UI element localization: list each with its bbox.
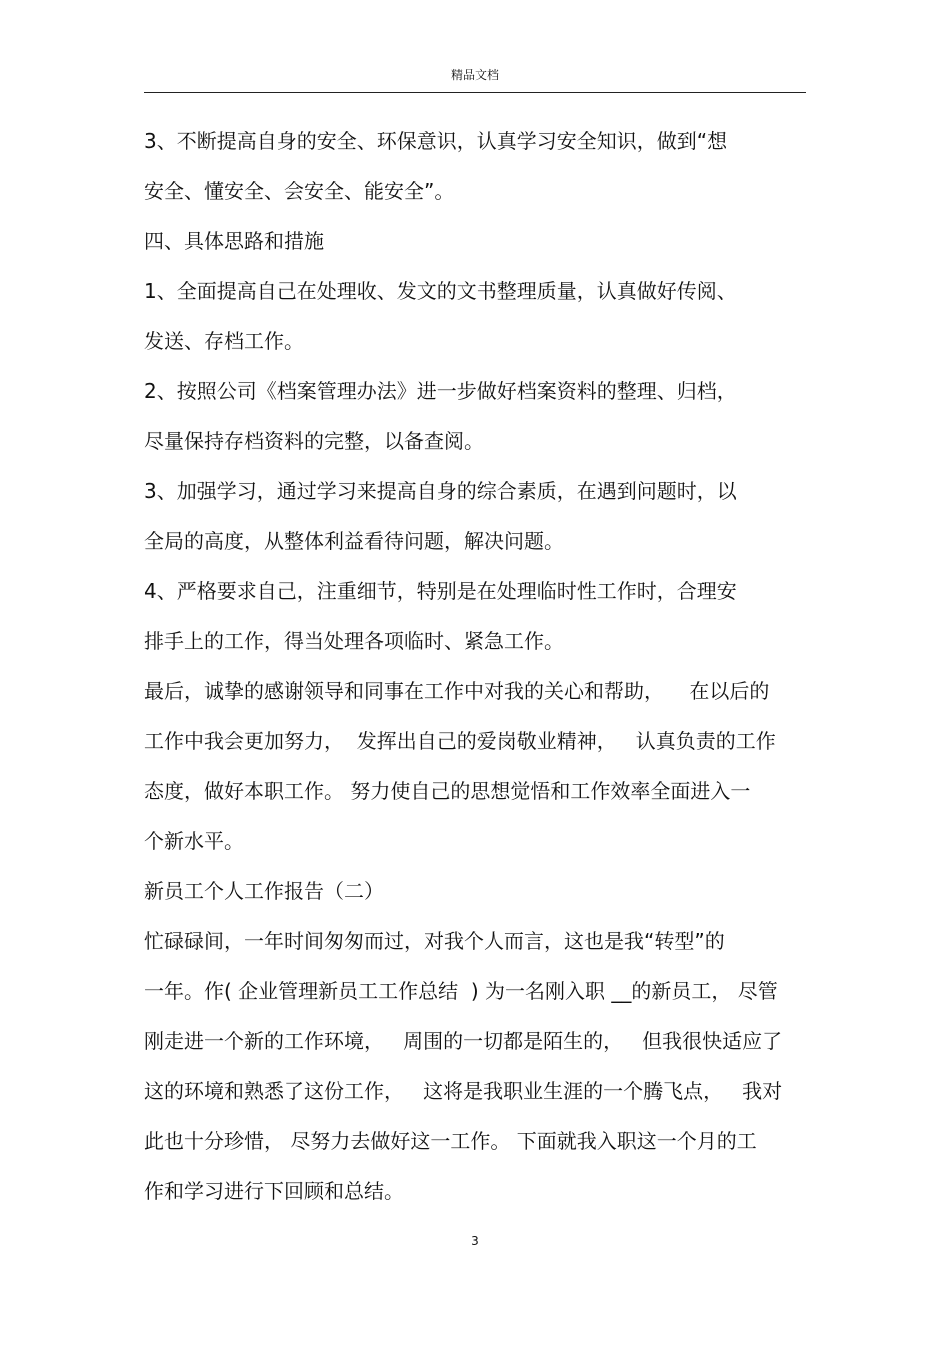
text-line: 排手上的工作，得当处理各项临时、紧急工作。 xyxy=(144,629,564,653)
text-line: 这的环境和熟悉了这份工作， 这将是我职业生涯的一个腾飞点， 我对 xyxy=(144,1079,783,1103)
text-line: 安全、懂安全、会安全、能安全”。 xyxy=(144,179,455,203)
text-line: 态度，做好本职工作。 努力使自己的思想觉悟和工作效率全面进入一 xyxy=(144,779,751,803)
page-number: 3 xyxy=(471,1234,479,1248)
text-line: 4、严格要求自己，注重细节，特别是在处理临时性工作时，合理安 xyxy=(144,579,737,603)
text-line: 此也十分珍惜， 尽努力去做好这一工作。 下面就我入职这一个月的工 xyxy=(144,1129,757,1153)
text-line: 忙碌碌间，一年时间匆匆而过，对我个人而言，这也是我“转型”的 xyxy=(144,929,725,953)
header-title: 精品文档 xyxy=(450,68,499,82)
text-line: 3、不断提高自身的安全、环保意识，认真学习安全知识，做到“想 xyxy=(144,129,728,153)
text-line: 刚走进一个新的工作环境， 周围的一切都是陌生的， 但我很快适应了 xyxy=(144,1029,783,1053)
text-line: 工作中我会更加努力， 发挥出自己的爱岗敬业精神， 认真负责的工作 xyxy=(144,729,776,753)
text-line: 发送、存档工作。 xyxy=(144,329,304,353)
text-line: 作和学习进行下回顾和总结。 xyxy=(144,1179,404,1203)
text-line: 一年。作( 企业管理新员工工作总结 ) 为一名刚入职 __的新员工， 尽管 xyxy=(144,979,778,1003)
text-line: 3、加强学习，通过学习来提高自身的综合素质，在遇到问题时，以 xyxy=(144,479,737,503)
section-heading: 四、具体思路和措施 xyxy=(144,229,324,253)
section-heading: 新员工个人工作报告（二） xyxy=(144,879,384,903)
text-line: 全局的高度，从整体利益看待问题，解决问题。 xyxy=(144,529,564,553)
text-line: 个新水平。 xyxy=(144,829,244,853)
text-line: 尽量保持存档资料的完整，以备查阅。 xyxy=(144,429,484,453)
document-body xyxy=(144,120,824,1220)
page-header xyxy=(144,66,806,93)
text-line: 2、按照公司《档案管理办法》进一步做好档案资料的整理、归档， xyxy=(144,379,737,403)
text-line: 最后，诚挚的感谢领导和同事在工作中对我的关心和帮助， 在以后的 xyxy=(144,679,770,703)
text-line: 1、全面提高自己在处理收、发文的文书整理质量，认真做好传阅、 xyxy=(144,279,737,303)
